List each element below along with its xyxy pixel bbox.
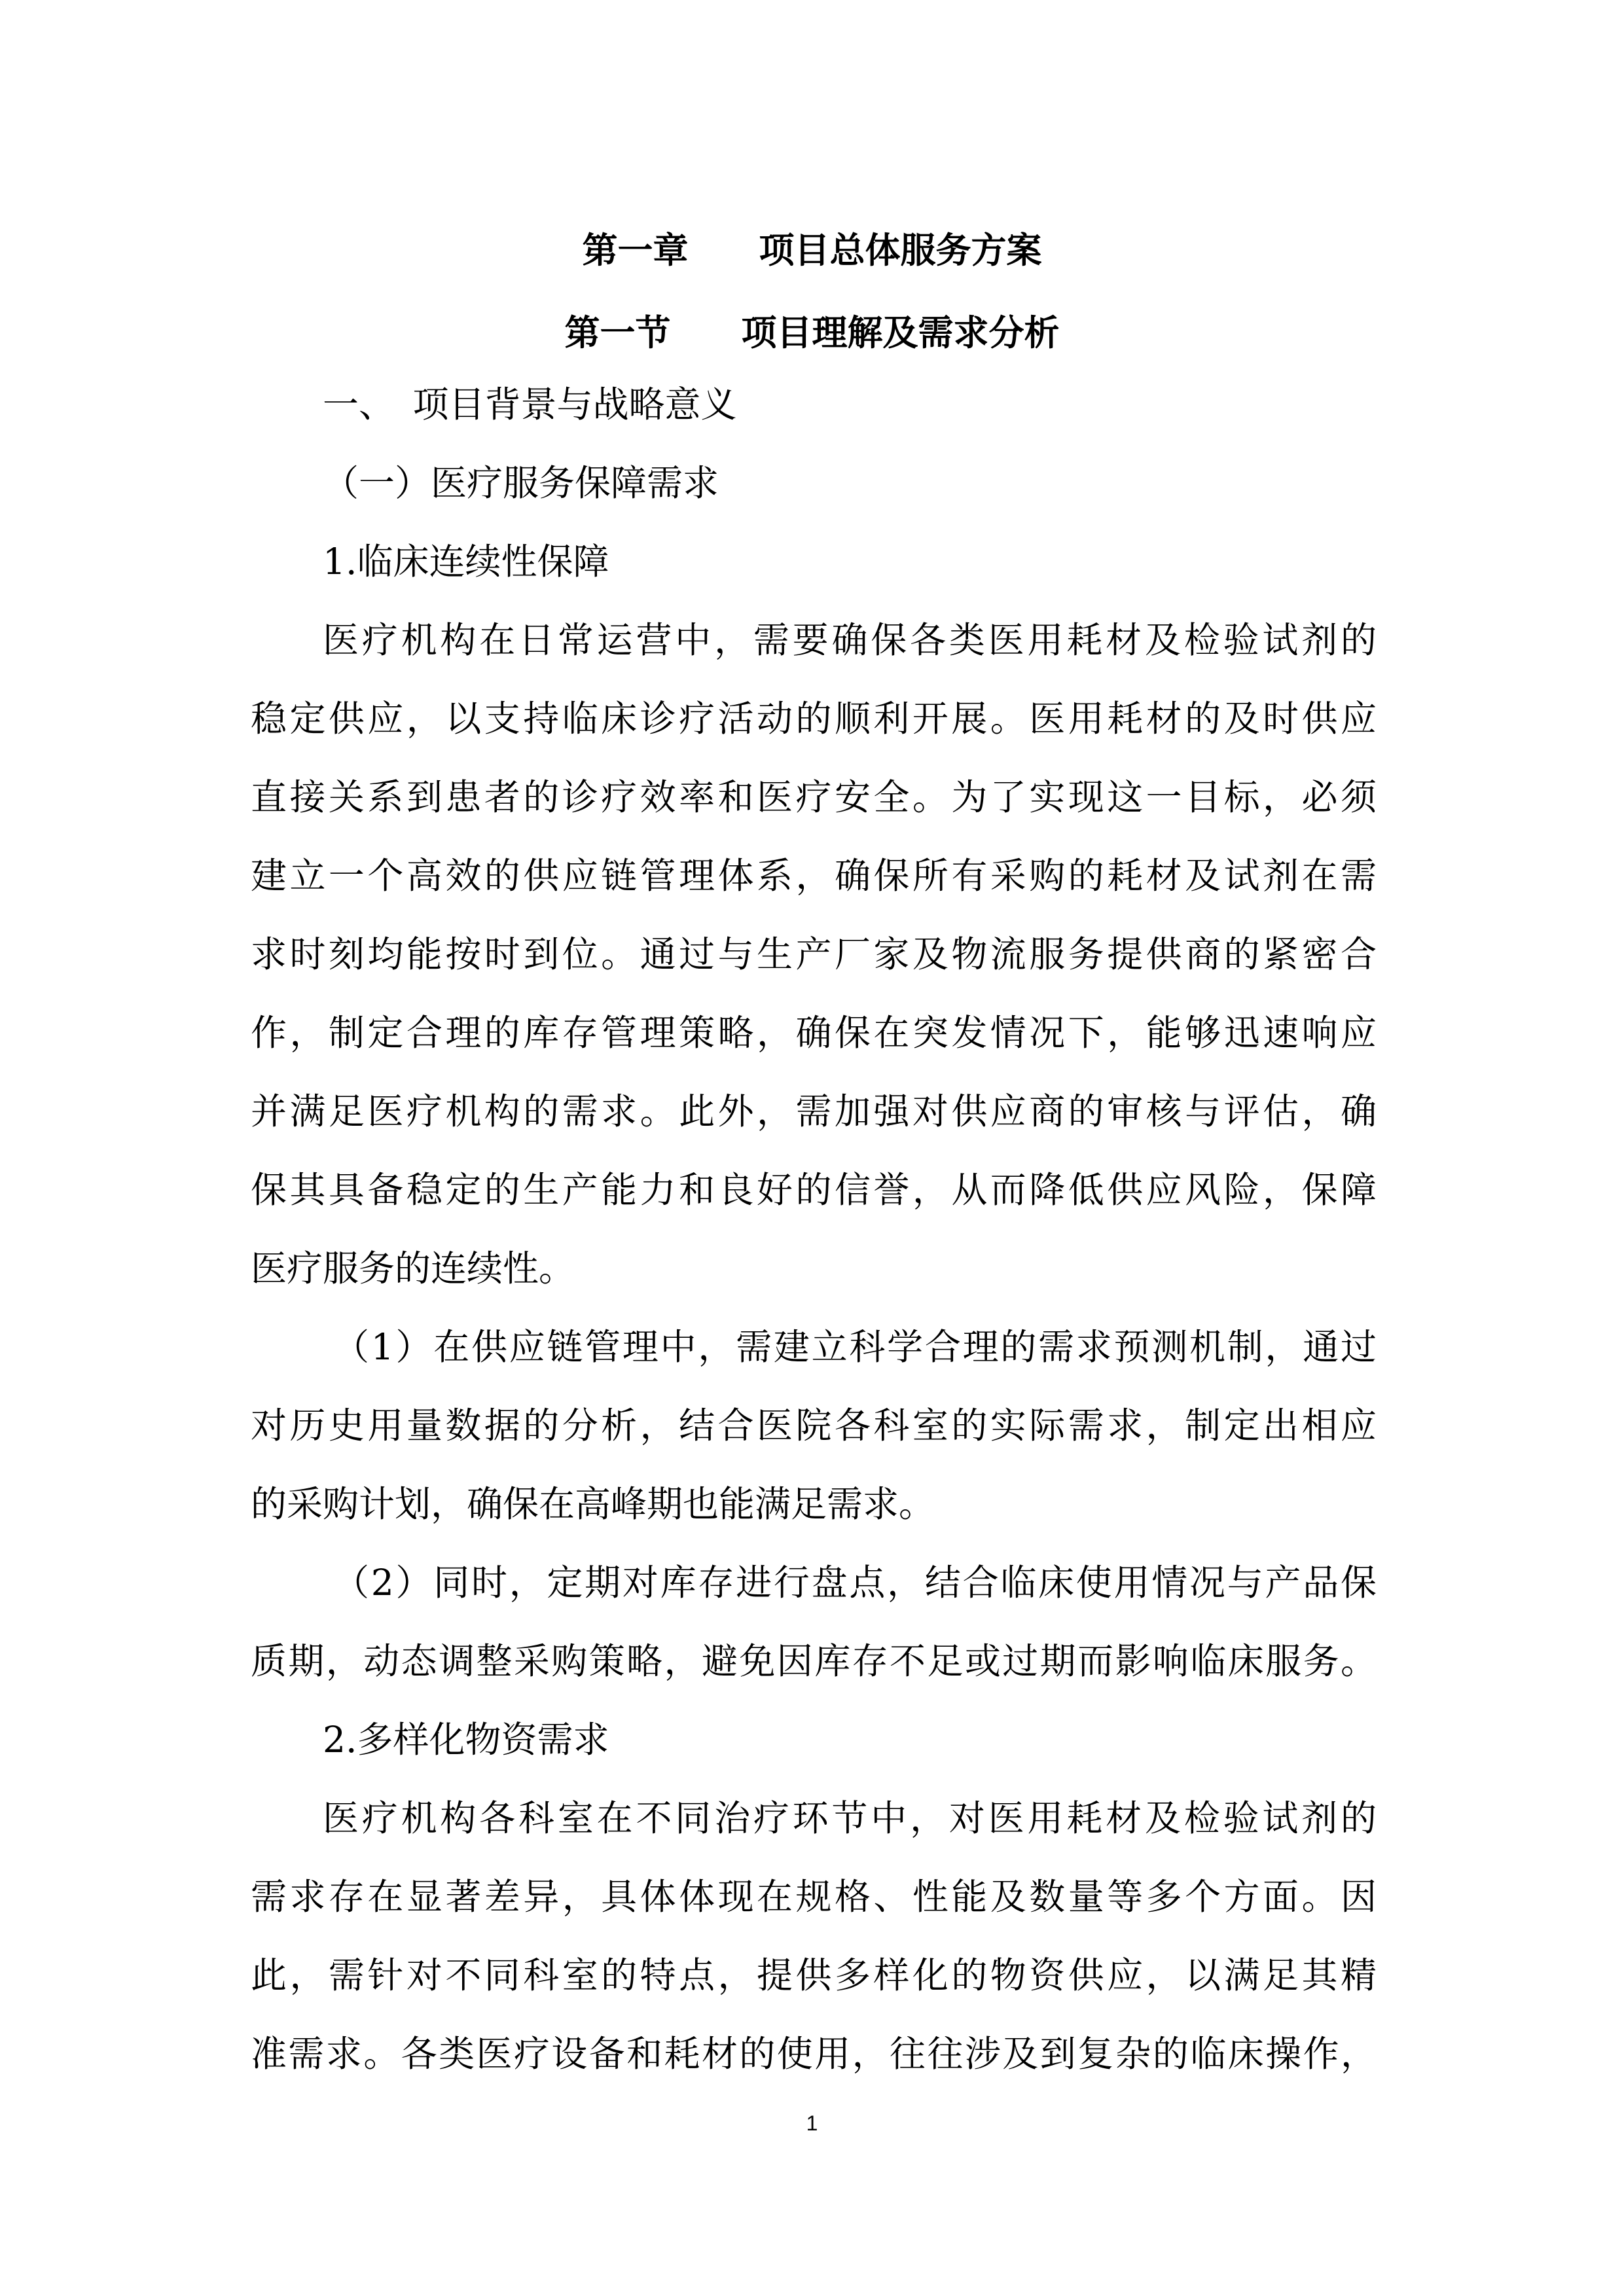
paragraph-line: 质期，动态调整采购策略，避免因库存不足或过期而影响临床服务。: [251, 1640, 1377, 1682]
paragraph-line: 需求存在显著差异，具体体现在规格、性能及数量等多个方面。因: [251, 1876, 1377, 1918]
paragraph-line: （1）在供应链管理中，需建立科学合理的需求预测机制，通过: [333, 1326, 1377, 1368]
paragraph-line: 此，需针对不同科室的特点，提供多样化的物资供应，以满足其精: [251, 1954, 1377, 1996]
paragraph-line: 直接关系到患者的诊疗效率和医疗安全。为了实现这一目标，必须: [251, 776, 1377, 818]
paragraph-line: 准需求。各类医疗设备和耗材的使用，往往涉及到复杂的临床操作，: [251, 2033, 1377, 2075]
paragraph-line: 保其具备稳定的生产能力和良好的信誉，从而降低供应风险，保障: [251, 1169, 1377, 1211]
heading-clinical-continuity: 1.临床连续性保障: [323, 541, 609, 583]
paragraph-line: 对历史用量数据的分析，结合医院各科室的实际需求，制定出相应: [251, 1405, 1377, 1446]
paragraph-line: 的采购计划，确保在高峰期也能满足需求。: [251, 1483, 935, 1525]
section-title: 第一节 项目理解及需求分析: [564, 312, 1060, 353]
paragraph-line: 医疗服务的连续性。: [251, 1247, 575, 1289]
paragraph-line: 稳定供应，以支持临床诊疗活动的顺利开展。医用耗材的及时供应: [251, 698, 1377, 740]
chapter-title: 第一章 项目总体服务方案: [582, 230, 1042, 271]
paragraph-line: 建立一个高效的供应链管理体系，确保所有采购的耗材及试剂在需: [251, 855, 1377, 897]
paragraph-line: （2）同时，定期对库存进行盘点，结合临床使用情况与产品保: [333, 1562, 1377, 1604]
paragraph-line: 求时刻均能按时到位。通过与生产厂家及物流服务提供商的紧密合: [251, 933, 1377, 975]
page-number: 1: [806, 2111, 818, 2135]
heading-medical-service-needs: （一）医疗服务保障需求: [323, 462, 719, 504]
heading-diverse-materials: 2.多样化物资需求: [323, 1719, 609, 1761]
paragraph-line: 作，制定合理的库存管理策略，确保在突发情况下，能够迅速响应: [251, 1012, 1377, 1054]
heading-project-background: 一、 项目背景与战略意义: [323, 384, 737, 425]
paragraph-line: 医疗机构在日常运营中，需要确保各类医用耗材及检验试剂的: [323, 619, 1377, 661]
paragraph-line: 并满足医疗机构的需求。此外，需加强对供应商的审核与评估，确: [251, 1090, 1377, 1132]
paragraph-line: 医疗机构各科室在不同治疗环节中，对医用耗材及检验试剂的: [323, 1797, 1377, 1839]
